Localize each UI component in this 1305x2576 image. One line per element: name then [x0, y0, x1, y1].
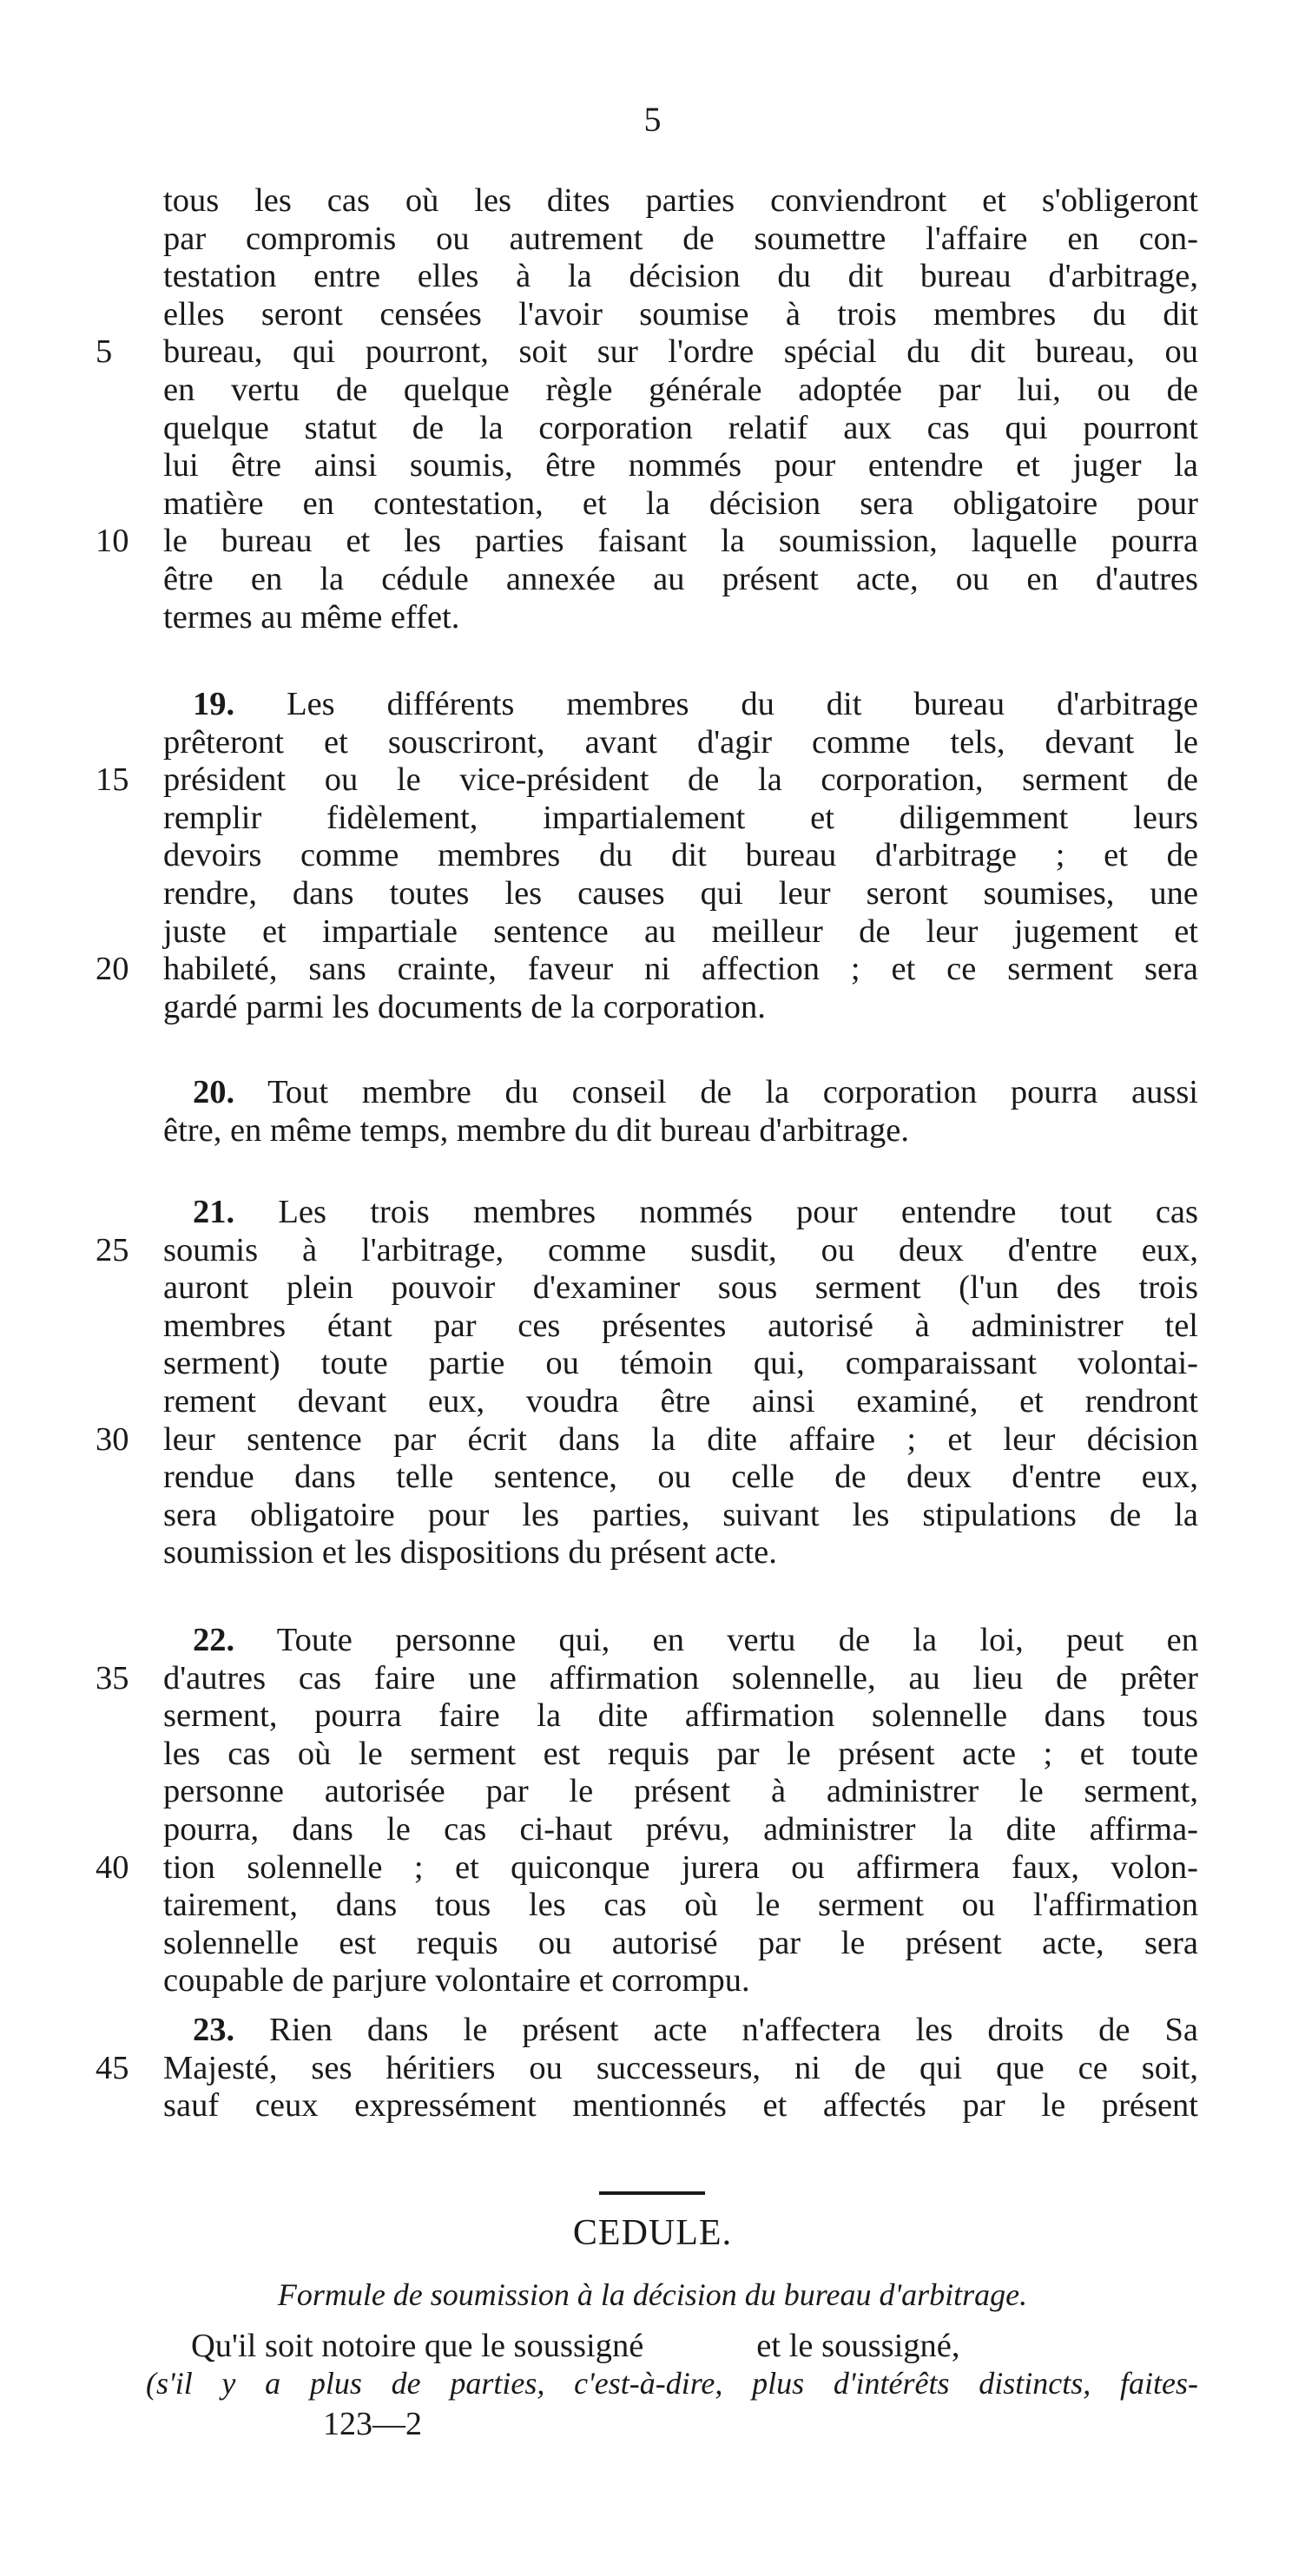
- line-text: solennelle est requis ou autorisé par le présent acte, sera: [163, 1924, 1198, 1961]
- cedule-parenthetical: (s'il y a plus de parties, c'est-à-dire, plus d'intérêts distincts, faites-: [146, 2366, 1198, 2401]
- text-line: [163, 837, 1198, 875]
- text-line: [163, 1534, 1198, 1572]
- text-line: [163, 410, 1198, 448]
- line-text: quelque statut de la corporation relatif aux cas qui pourront: [163, 409, 1198, 446]
- line-text: juste et impartiale sentence au meilleur de leur jugement et: [163, 912, 1198, 950]
- section-number: 19.: [193, 686, 235, 722]
- line-text: président ou le vice-président de la corporation, serment de: [163, 761, 1198, 799]
- line-text: Toute personne qui, en vertu de la loi, peut en: [276, 1622, 1198, 1658]
- line-text: les cas où le serment est requis par le présent acte ; et toute: [163, 1735, 1198, 1772]
- line-text: gardé parmi les documents de la corporation.: [163, 988, 766, 1025]
- cedule-title: CEDULE.: [572, 2213, 733, 2253]
- text-line: [163, 1811, 1198, 1849]
- line-text: testation entre elles à la décision du dit bureau d'arbitrage,: [163, 258, 1198, 295]
- section-number: 22.: [193, 1622, 235, 1658]
- text-line: [163, 258, 1198, 296]
- printer-signature: 123—2: [323, 2406, 422, 2442]
- text-line: [163, 800, 1198, 838]
- section-number: 23.: [193, 2012, 235, 2048]
- line-text: coupable de parjure volontaire et corrompu.: [163, 1962, 750, 2000]
- line-number: 30: [96, 1420, 129, 1458]
- text-line: [163, 599, 1198, 637]
- text-line: [163, 2012, 1198, 2050]
- line-text: elles seront censées l'avoir soumise à trois membres du dit: [163, 295, 1198, 333]
- text-line: [163, 1308, 1198, 1346]
- paragraph: [96, 1622, 1198, 2000]
- line-text: pourra, dans le cas ci-haut prévu, administrer la dite affirma-: [163, 1810, 1198, 1848]
- text-line: [163, 913, 1198, 952]
- text-line: [96, 2049, 1198, 2088]
- text-line: [163, 1962, 1198, 2000]
- section-divider: [599, 2191, 705, 2195]
- text-line: [163, 1497, 1198, 1535]
- line-text: serment, pourra faire la dite affirmation solennelle dans tous: [163, 1697, 1198, 1735]
- text-line: [163, 1112, 1198, 1150]
- text-line: [96, 1420, 1198, 1459]
- line-text: être en la cédule annexée au présent acte, ou en d'autres: [163, 560, 1198, 597]
- line-text: rendue dans telle sentence, ou celle de deux d'entre eux,: [163, 1459, 1198, 1496]
- text-line: [163, 1697, 1198, 1736]
- text-line: [163, 221, 1198, 259]
- text-line: [163, 296, 1198, 334]
- line-text: termes au même effet.: [163, 598, 460, 636]
- line-text: le bureau et les parties faisant la soumission, laquelle pourra: [163, 523, 1198, 560]
- section-number: 20.: [193, 1074, 235, 1110]
- text-line: [96, 1659, 1198, 1698]
- line-text: lui être ainsi soumis, être nommés pour entendre et juger la: [163, 447, 1198, 484]
- text-line: [96, 761, 1198, 800]
- text-line: [163, 447, 1198, 485]
- text-line: [163, 1925, 1198, 1963]
- cedule-first-line: [191, 2327, 1198, 2365]
- cedule-text-part-a: Qu'il soit notoire que le soussigné: [191, 2328, 644, 2364]
- line-text: personne autorisée par le présent à administrer le serment,: [163, 1773, 1198, 1810]
- text-line: [163, 1269, 1198, 1308]
- line-text: sera obligatoire pour les parties, suivant les stipulations de la: [163, 1496, 1198, 1533]
- text-line: [163, 1887, 1198, 1925]
- text-line: [163, 561, 1198, 599]
- text-line: [163, 1459, 1198, 1497]
- line-text: Les différents membres du dit bureau d'arbitrage: [287, 686, 1199, 722]
- line-text: soumis à l'arbitrage, comme susdit, ou deux d'entre eux,: [163, 1231, 1198, 1268]
- text-line: [163, 1383, 1198, 1421]
- line-number: 10: [96, 523, 129, 560]
- text-line: [163, 1345, 1198, 1383]
- line-text: par compromis ou autrement de soumettre l'affaire en con-: [163, 220, 1198, 257]
- line-text: habileté, sans crainte, faveur ni affection ; et ce serment sera: [163, 951, 1198, 988]
- text-line: [96, 1231, 1198, 1270]
- line-text: tion solennelle ; et quiconque jurera ou affirmera faux, volon-: [163, 1848, 1198, 1886]
- text-line: [163, 1773, 1198, 1811]
- line-number: 20: [96, 951, 129, 988]
- text-line: [163, 1736, 1198, 1774]
- line-text: rement devant eux, voudra être ainsi examiné, et rendront: [163, 1382, 1198, 1420]
- paragraph: [96, 686, 1199, 1026]
- line-text: Rien dans le présent acte n'affectera les droits de Sa: [269, 2012, 1198, 2048]
- line-text: prêteront et souscriront, avant d'agir comme tels, devant le: [163, 723, 1198, 761]
- cedule-text-part-b: et le soussigné,: [756, 2328, 960, 2364]
- line-text: serment) toute partie ou témoin qui, comparaissant volontai-: [163, 1345, 1198, 1382]
- line-number: 45: [96, 2049, 129, 2086]
- line-number: 5: [96, 333, 113, 371]
- line-text: bureau, qui pourront, soit sur l'ordre spécial du dit bureau, ou: [163, 333, 1198, 371]
- text-line: [96, 333, 1198, 372]
- paragraph: [96, 1194, 1198, 1572]
- line-number: 15: [96, 761, 129, 799]
- line-text: Majesté, ses héritiers ou successeurs, ni de qui que ce soit,: [163, 2049, 1198, 2086]
- text-line: [163, 1622, 1198, 1660]
- line-text: leur sentence par écrit dans la dite affaire ; et leur décision: [163, 1420, 1198, 1458]
- line-text: rendre, dans toutes les causes qui leur seront soumises, une: [163, 874, 1198, 912]
- line-text: tous les cas où les dites parties conviendront et s'obligeront: [163, 182, 1198, 219]
- line-text: matière en contestation, et la décision sera obligatoire pour: [163, 484, 1198, 522]
- cedule-subtitle: Formule de soumission à la décision du bureau d'arbitrage.: [277, 2277, 1028, 2312]
- text-line: [163, 686, 1198, 724]
- line-text: être, en même temps, membre du dit bureau d'arbitrage.: [163, 1111, 909, 1149]
- line-number: 35: [96, 1659, 129, 1696]
- line-text: Tout membre du conseil de la corporation pourra aussi: [267, 1074, 1198, 1110]
- line-text: devoirs comme membres du dit bureau d'arbitrage ; et de: [163, 837, 1198, 874]
- line-text: remplir fidèlement, impartialement et diligemment leurs: [163, 799, 1198, 836]
- line-text: en vertu de quelque règle générale adoptée par lui, ou de: [163, 371, 1198, 408]
- text-line: [163, 875, 1198, 913]
- text-line: [163, 989, 1198, 1027]
- line-text: membres étant par ces présentes autorisé à administrer tel: [163, 1307, 1198, 1344]
- paragraph: [96, 2012, 1198, 2125]
- text-line: [163, 182, 1198, 221]
- text-line: [163, 1074, 1198, 1112]
- line-text: tairement, dans tous les cas où le serment ou l'affirmation: [163, 1887, 1198, 1924]
- text-line: [163, 2087, 1198, 2125]
- page-number: 5: [643, 100, 662, 139]
- line-number: 40: [96, 1848, 129, 1886]
- section-number: 21.: [193, 1194, 235, 1230]
- line-text: soumission et les dispositions du présent acte.: [163, 1534, 777, 1571]
- text-line: [163, 372, 1198, 410]
- text-line: [163, 1194, 1198, 1232]
- text-line: [96, 1848, 1198, 1888]
- text-line: [163, 485, 1198, 524]
- paragraph: [163, 1074, 1198, 1150]
- line-text: auront plein pouvoir d'examiner sous serment (l'un des trois: [163, 1269, 1198, 1307]
- text-line: [163, 724, 1198, 762]
- text-line: [96, 951, 1198, 989]
- line-text: sauf ceux expressément mentionnés et affectés par le présent: [163, 2087, 1198, 2125]
- line-number: 25: [96, 1231, 129, 1268]
- line-text: Les trois membres nommés pour entendre tout cas: [278, 1194, 1198, 1230]
- text-line: [96, 523, 1198, 561]
- line-text: d'autres cas faire une affirmation solennelle, au lieu de prêter: [163, 1659, 1198, 1696]
- paragraph: [96, 182, 1198, 636]
